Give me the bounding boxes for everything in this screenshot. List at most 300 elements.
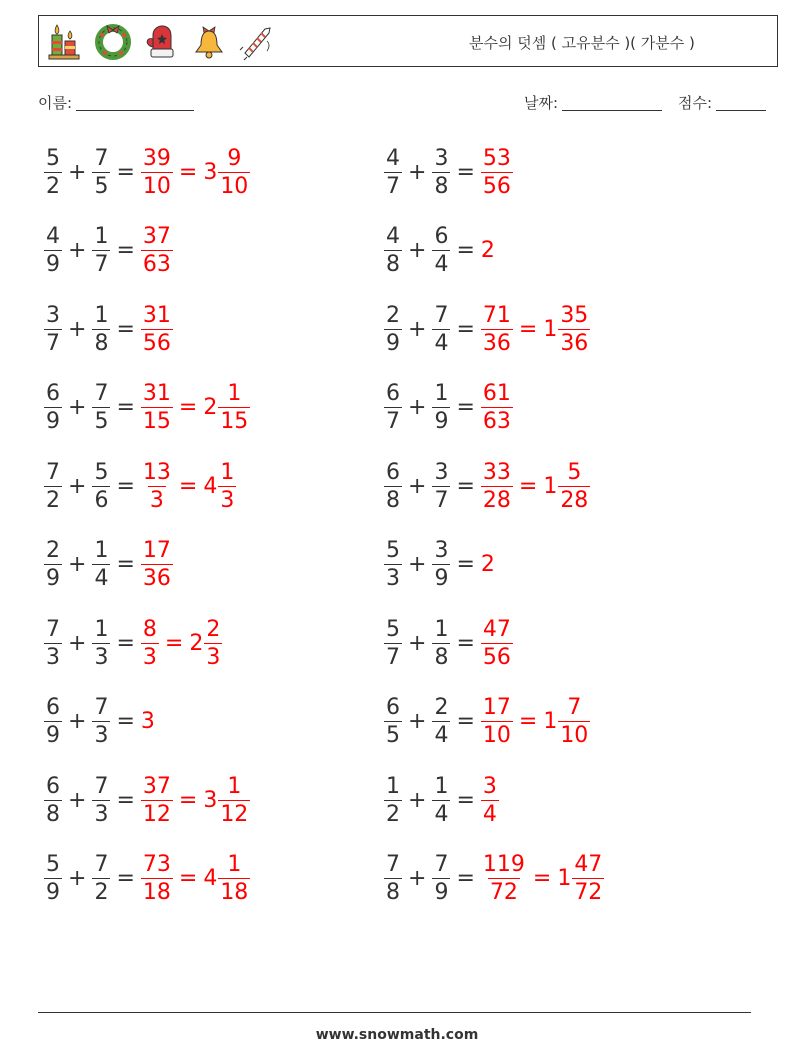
denominator: 8	[46, 801, 60, 827]
plus-sign: +	[68, 787, 87, 813]
problem-item	[384, 299, 590, 359]
numerator: 1	[386, 773, 400, 799]
numerator: 7	[434, 302, 449, 328]
problem-item	[384, 849, 604, 909]
score-field[interactable]	[678, 92, 766, 113]
addend-fraction	[384, 380, 402, 435]
problem-item	[44, 692, 155, 752]
addend-fraction	[44, 145, 62, 200]
numerator: 7	[94, 695, 109, 720]
mixed-fraction	[558, 694, 590, 749]
denominator: 2	[46, 487, 60, 513]
addend-fraction	[44, 459, 62, 514]
denominator: 36	[560, 330, 589, 356]
addend-fraction	[44, 616, 62, 671]
numerator: 7	[46, 616, 60, 642]
addend-fraction	[432, 616, 450, 671]
plus-sign: +	[68, 473, 87, 499]
numerator: 5	[94, 459, 109, 485]
addend-fraction	[384, 537, 402, 592]
denominator: 56	[482, 644, 511, 670]
numerator: 1	[227, 773, 242, 799]
answer-fraction	[481, 694, 513, 749]
equals-sign: =	[116, 787, 135, 813]
score-label: 점수:	[678, 94, 713, 112]
score-blank[interactable]	[716, 96, 766, 111]
denominator: 9	[46, 409, 60, 434]
denominator: 9	[434, 409, 449, 434]
denominator: 3	[206, 644, 221, 670]
numerator: 17	[482, 695, 511, 720]
mixed-whole: 2	[189, 630, 204, 656]
mixed-whole: 1	[543, 709, 558, 734]
denominator: 5	[94, 173, 109, 199]
denominator: 9	[46, 252, 60, 277]
numerator: 9	[227, 145, 242, 171]
numerator: 3	[482, 773, 497, 799]
addend-fraction	[92, 459, 110, 514]
numerator: 61	[482, 381, 511, 406]
denominator: 18	[220, 880, 249, 905]
denominator: 10	[560, 723, 589, 748]
mixed-whole: 1	[557, 866, 572, 891]
answer-fraction	[141, 851, 173, 906]
equals-sign: =	[116, 316, 135, 342]
denominator: 72	[489, 880, 518, 905]
addend-fraction	[432, 380, 450, 435]
mixed-whole: 4	[203, 866, 218, 891]
equals-sign: =	[532, 866, 552, 891]
equals-sign: =	[456, 787, 475, 813]
numerator: 5	[567, 459, 582, 485]
problem-item	[44, 535, 173, 595]
plus-sign: +	[68, 316, 87, 342]
equals-sign: =	[456, 552, 475, 577]
denominator: 7	[386, 644, 400, 670]
addend-fraction	[92, 302, 110, 357]
denominator: 9	[434, 880, 449, 905]
denominator: 56	[482, 173, 511, 199]
denominator: 7	[386, 173, 400, 199]
numerator: 1	[227, 381, 242, 406]
numerator: 31	[142, 381, 171, 406]
numerator: 4	[386, 224, 400, 249]
firework-rocket-icon	[237, 21, 277, 61]
denominator: 4	[434, 801, 449, 827]
name-label: 이름:	[38, 94, 73, 112]
denominator: 3	[220, 487, 235, 513]
answer-whole: 2	[480, 552, 495, 577]
mixed-fraction	[218, 773, 250, 828]
answer-fraction	[141, 223, 173, 278]
numerator: 6	[46, 381, 60, 406]
numerator: 7	[94, 381, 109, 406]
numerator: 31	[142, 302, 171, 328]
addend-fraction	[432, 851, 450, 906]
equals-sign: =	[456, 473, 475, 499]
denominator: 7	[434, 487, 449, 513]
footer-divider	[38, 1012, 751, 1013]
denominator: 9	[46, 566, 60, 591]
numerator: 1	[94, 224, 109, 249]
equals-sign: =	[164, 630, 184, 656]
addend-fraction	[432, 223, 450, 278]
answer-fraction	[141, 773, 173, 828]
numerator: 3	[434, 459, 449, 485]
addend-fraction	[44, 851, 62, 906]
problem-item	[44, 770, 250, 830]
denominator: 63	[482, 409, 511, 434]
denominator: 63	[142, 252, 171, 277]
plus-sign: +	[408, 552, 427, 577]
denominator: 10	[482, 723, 511, 748]
denominator: 9	[386, 330, 400, 356]
denominator: 15	[220, 409, 249, 434]
numerator: 47	[574, 852, 603, 877]
addend-fraction	[432, 694, 450, 749]
denominator: 56	[142, 330, 171, 356]
denominator: 8	[386, 880, 400, 905]
addend-fraction	[432, 537, 450, 592]
equals-sign: =	[178, 395, 198, 420]
addend-fraction	[44, 302, 62, 357]
problem-item	[44, 299, 173, 359]
answer-fraction	[481, 851, 527, 906]
mixed-fraction	[558, 302, 590, 357]
plus-sign: +	[408, 709, 427, 734]
plus-sign: +	[408, 316, 427, 342]
numerator: 2	[386, 302, 400, 328]
equals-sign: =	[116, 473, 135, 499]
problem-item	[384, 142, 513, 202]
numerator: 33	[482, 459, 511, 485]
answer-fraction	[141, 380, 173, 435]
numerator: 39	[142, 145, 171, 171]
name-field[interactable]	[38, 92, 194, 113]
numerator: 7	[567, 695, 582, 720]
addend-fraction	[384, 145, 402, 200]
equals-sign: =	[178, 787, 198, 813]
numerator: 1	[94, 616, 109, 642]
addend-fraction	[432, 773, 450, 828]
problem-item	[44, 613, 222, 673]
addend-fraction	[384, 302, 402, 357]
addend-fraction	[92, 694, 110, 749]
mixed-whole: 3	[203, 787, 218, 813]
numerator: 1	[227, 852, 242, 877]
addend-fraction	[384, 694, 402, 749]
denominator: 8	[434, 644, 449, 670]
numerator: 37	[142, 224, 171, 249]
plus-sign: +	[408, 866, 427, 891]
mixed-whole: 1	[543, 316, 558, 342]
plus-sign: +	[68, 395, 87, 420]
mitten-icon	[141, 21, 181, 61]
wreath-icon	[93, 21, 133, 61]
numerator: 73	[142, 852, 171, 877]
numerator: 2	[46, 538, 60, 563]
answer-fraction	[481, 380, 513, 435]
addend-fraction	[432, 145, 450, 200]
denominator: 3	[386, 566, 400, 591]
equals-sign: =	[116, 630, 135, 656]
equals-sign: =	[456, 159, 475, 185]
denominator: 2	[386, 801, 400, 827]
plus-sign: +	[408, 787, 427, 813]
candles-icon	[45, 21, 85, 61]
date-label: 날짜:	[524, 94, 559, 112]
denominator: 8	[434, 173, 449, 199]
mixed-fraction	[558, 459, 590, 514]
problem-item	[384, 770, 499, 830]
equals-sign: =	[456, 395, 475, 420]
equals-sign: =	[518, 316, 538, 342]
equals-sign: =	[116, 238, 135, 263]
numerator: 7	[94, 852, 109, 877]
numerator: 53	[482, 145, 511, 171]
addend-fraction	[432, 459, 450, 514]
denominator: 12	[142, 801, 171, 827]
plus-sign: +	[408, 238, 427, 263]
numerator: 1	[434, 616, 449, 642]
numerator: 37	[142, 773, 171, 799]
equals-sign: =	[518, 473, 538, 499]
denominator: 10	[142, 173, 171, 199]
problem-item	[384, 456, 590, 516]
denominator: 9	[46, 880, 60, 905]
addend-fraction	[92, 851, 110, 906]
answer-fraction	[141, 459, 173, 514]
numerator: 1	[94, 538, 109, 563]
mixed-whole: 4	[203, 473, 218, 499]
answer-fraction	[481, 459, 513, 514]
numerator: 1	[220, 459, 235, 485]
equals-sign: =	[456, 238, 475, 263]
addend-fraction	[384, 773, 402, 828]
addend-fraction	[92, 537, 110, 592]
problem-item	[44, 456, 236, 516]
equals-sign: =	[518, 709, 538, 734]
answer-fraction	[481, 773, 499, 828]
numerator: 7	[434, 852, 449, 877]
numerator: 6	[434, 224, 449, 249]
problem-item	[384, 221, 495, 281]
denominator: 4	[482, 801, 497, 827]
denominator: 36	[482, 330, 511, 356]
worksheet-header	[38, 15, 778, 67]
denominator: 15	[142, 409, 171, 434]
mixed-fraction	[218, 459, 236, 514]
denominator: 2	[46, 173, 60, 199]
denominator: 5	[94, 409, 109, 434]
numerator: 7	[386, 852, 400, 877]
mixed-whole: 1	[543, 473, 558, 499]
addend-fraction	[432, 302, 450, 357]
denominator: 9	[434, 566, 449, 591]
problem-item	[44, 378, 250, 438]
addend-fraction	[44, 773, 62, 828]
addend-fraction	[384, 851, 402, 906]
equals-sign: =	[116, 866, 135, 891]
numerator: 1	[94, 302, 109, 328]
numerator: 2	[206, 616, 221, 642]
denominator: 3	[94, 644, 109, 670]
bell-icon	[189, 21, 229, 61]
numerator: 6	[386, 381, 400, 406]
mixed-fraction	[218, 145, 250, 200]
equals-sign: =	[116, 709, 135, 734]
denominator: 8	[386, 487, 400, 513]
equals-sign: =	[178, 159, 198, 185]
worksheet-title: 분수의 덧셈 ( 고유분수 )( 가분수 )	[469, 34, 695, 52]
mixed-fraction	[218, 380, 250, 435]
answer-whole: 3	[140, 709, 155, 734]
denominator: 3	[46, 644, 60, 670]
mixed-whole: 2	[203, 395, 218, 420]
plus-sign: +	[408, 630, 427, 656]
numerator: 5	[386, 616, 400, 642]
addend-fraction	[44, 223, 62, 278]
equals-sign: =	[456, 316, 475, 342]
denominator: 72	[574, 880, 603, 905]
plus-sign: +	[408, 473, 427, 499]
numerator: 7	[94, 773, 109, 799]
denominator: 4	[94, 566, 109, 591]
answer-fraction	[141, 145, 173, 200]
plus-sign: +	[68, 866, 87, 891]
numerator: 5	[46, 852, 60, 877]
numerator: 119	[482, 852, 525, 877]
equals-sign: =	[456, 866, 475, 891]
plus-sign: +	[408, 395, 427, 420]
mixed-fraction	[204, 616, 222, 671]
problem-item	[384, 613, 513, 673]
denominator: 28	[482, 487, 511, 513]
equals-sign: =	[116, 159, 135, 185]
numerator: 5	[386, 538, 400, 563]
addend-fraction	[384, 223, 402, 278]
denominator: 7	[386, 409, 400, 434]
equals-sign: =	[456, 709, 475, 734]
numerator: 5	[46, 145, 60, 171]
numerator: 35	[560, 302, 589, 328]
numerator: 47	[482, 616, 511, 642]
plus-sign: +	[408, 159, 427, 185]
header-icons	[45, 21, 277, 61]
numerator: 1	[434, 381, 449, 406]
denominator: 3	[94, 723, 109, 748]
problem-item	[384, 692, 590, 752]
denominator: 7	[46, 330, 60, 356]
addend-fraction	[92, 145, 110, 200]
addend-fraction	[92, 223, 110, 278]
numerator: 13	[142, 459, 171, 485]
addend-fraction	[92, 616, 110, 671]
answer-whole: 2	[480, 238, 495, 263]
denominator: 3	[94, 801, 109, 827]
equals-sign: =	[456, 630, 475, 656]
denominator: 8	[94, 330, 109, 356]
denominator: 7	[94, 252, 109, 277]
denominator: 18	[142, 880, 171, 905]
addend-fraction	[384, 459, 402, 514]
addend-fraction	[44, 537, 62, 592]
plus-sign: +	[68, 159, 87, 185]
numerator: 4	[386, 145, 400, 171]
equals-sign: =	[178, 473, 198, 499]
mixed-fraction	[218, 851, 250, 906]
answer-fraction	[481, 616, 513, 671]
addend-fraction	[44, 694, 62, 749]
mixed-fraction	[572, 851, 604, 906]
date-field[interactable]	[524, 92, 662, 113]
problem-item	[44, 849, 250, 909]
denominator: 8	[386, 252, 400, 277]
answer-fraction	[141, 537, 173, 592]
numerator: 1	[434, 773, 449, 799]
denominator: 28	[560, 487, 589, 513]
denominator: 4	[434, 252, 449, 277]
addend-fraction	[384, 616, 402, 671]
numerator: 3	[434, 145, 449, 171]
denominator: 3	[142, 644, 157, 670]
numerator: 6	[46, 695, 60, 720]
answer-fraction	[481, 145, 513, 200]
denominator: 4	[434, 330, 449, 356]
numerator: 17	[142, 538, 171, 563]
denominator: 9	[46, 723, 60, 748]
plus-sign: +	[68, 238, 87, 263]
addend-fraction	[44, 380, 62, 435]
name-blank[interactable]	[76, 96, 194, 111]
problem-item	[384, 535, 495, 595]
problem-item	[44, 221, 173, 281]
denominator: 6	[94, 487, 109, 513]
denominator: 12	[220, 801, 249, 827]
denominator: 3	[149, 487, 164, 513]
date-blank[interactable]	[562, 96, 662, 111]
numerator: 6	[46, 773, 60, 799]
numerator: 6	[386, 695, 400, 720]
equals-sign: =	[178, 866, 198, 891]
equals-sign: =	[116, 395, 135, 420]
plus-sign: +	[68, 552, 87, 577]
denominator: 4	[434, 723, 449, 748]
denominator: 2	[94, 880, 109, 905]
denominator: 5	[386, 723, 400, 748]
numerator: 7	[94, 145, 109, 171]
mixed-whole: 3	[203, 159, 218, 185]
answer-fraction	[481, 302, 513, 357]
answer-fraction	[141, 616, 159, 671]
numerator: 8	[142, 616, 157, 642]
addend-fraction	[92, 380, 110, 435]
numerator: 4	[46, 224, 60, 249]
denominator: 10	[220, 173, 249, 199]
answer-fraction	[141, 302, 173, 357]
plus-sign: +	[68, 709, 87, 734]
problem-item	[44, 142, 250, 202]
numerator: 3	[434, 538, 449, 563]
addend-fraction	[92, 773, 110, 828]
denominator: 36	[142, 566, 171, 591]
plus-sign: +	[68, 630, 87, 656]
numerator: 7	[46, 459, 60, 485]
equals-sign: =	[116, 552, 135, 577]
numerator: 71	[482, 302, 511, 328]
numerator: 6	[386, 459, 400, 485]
numerator: 3	[46, 302, 60, 328]
